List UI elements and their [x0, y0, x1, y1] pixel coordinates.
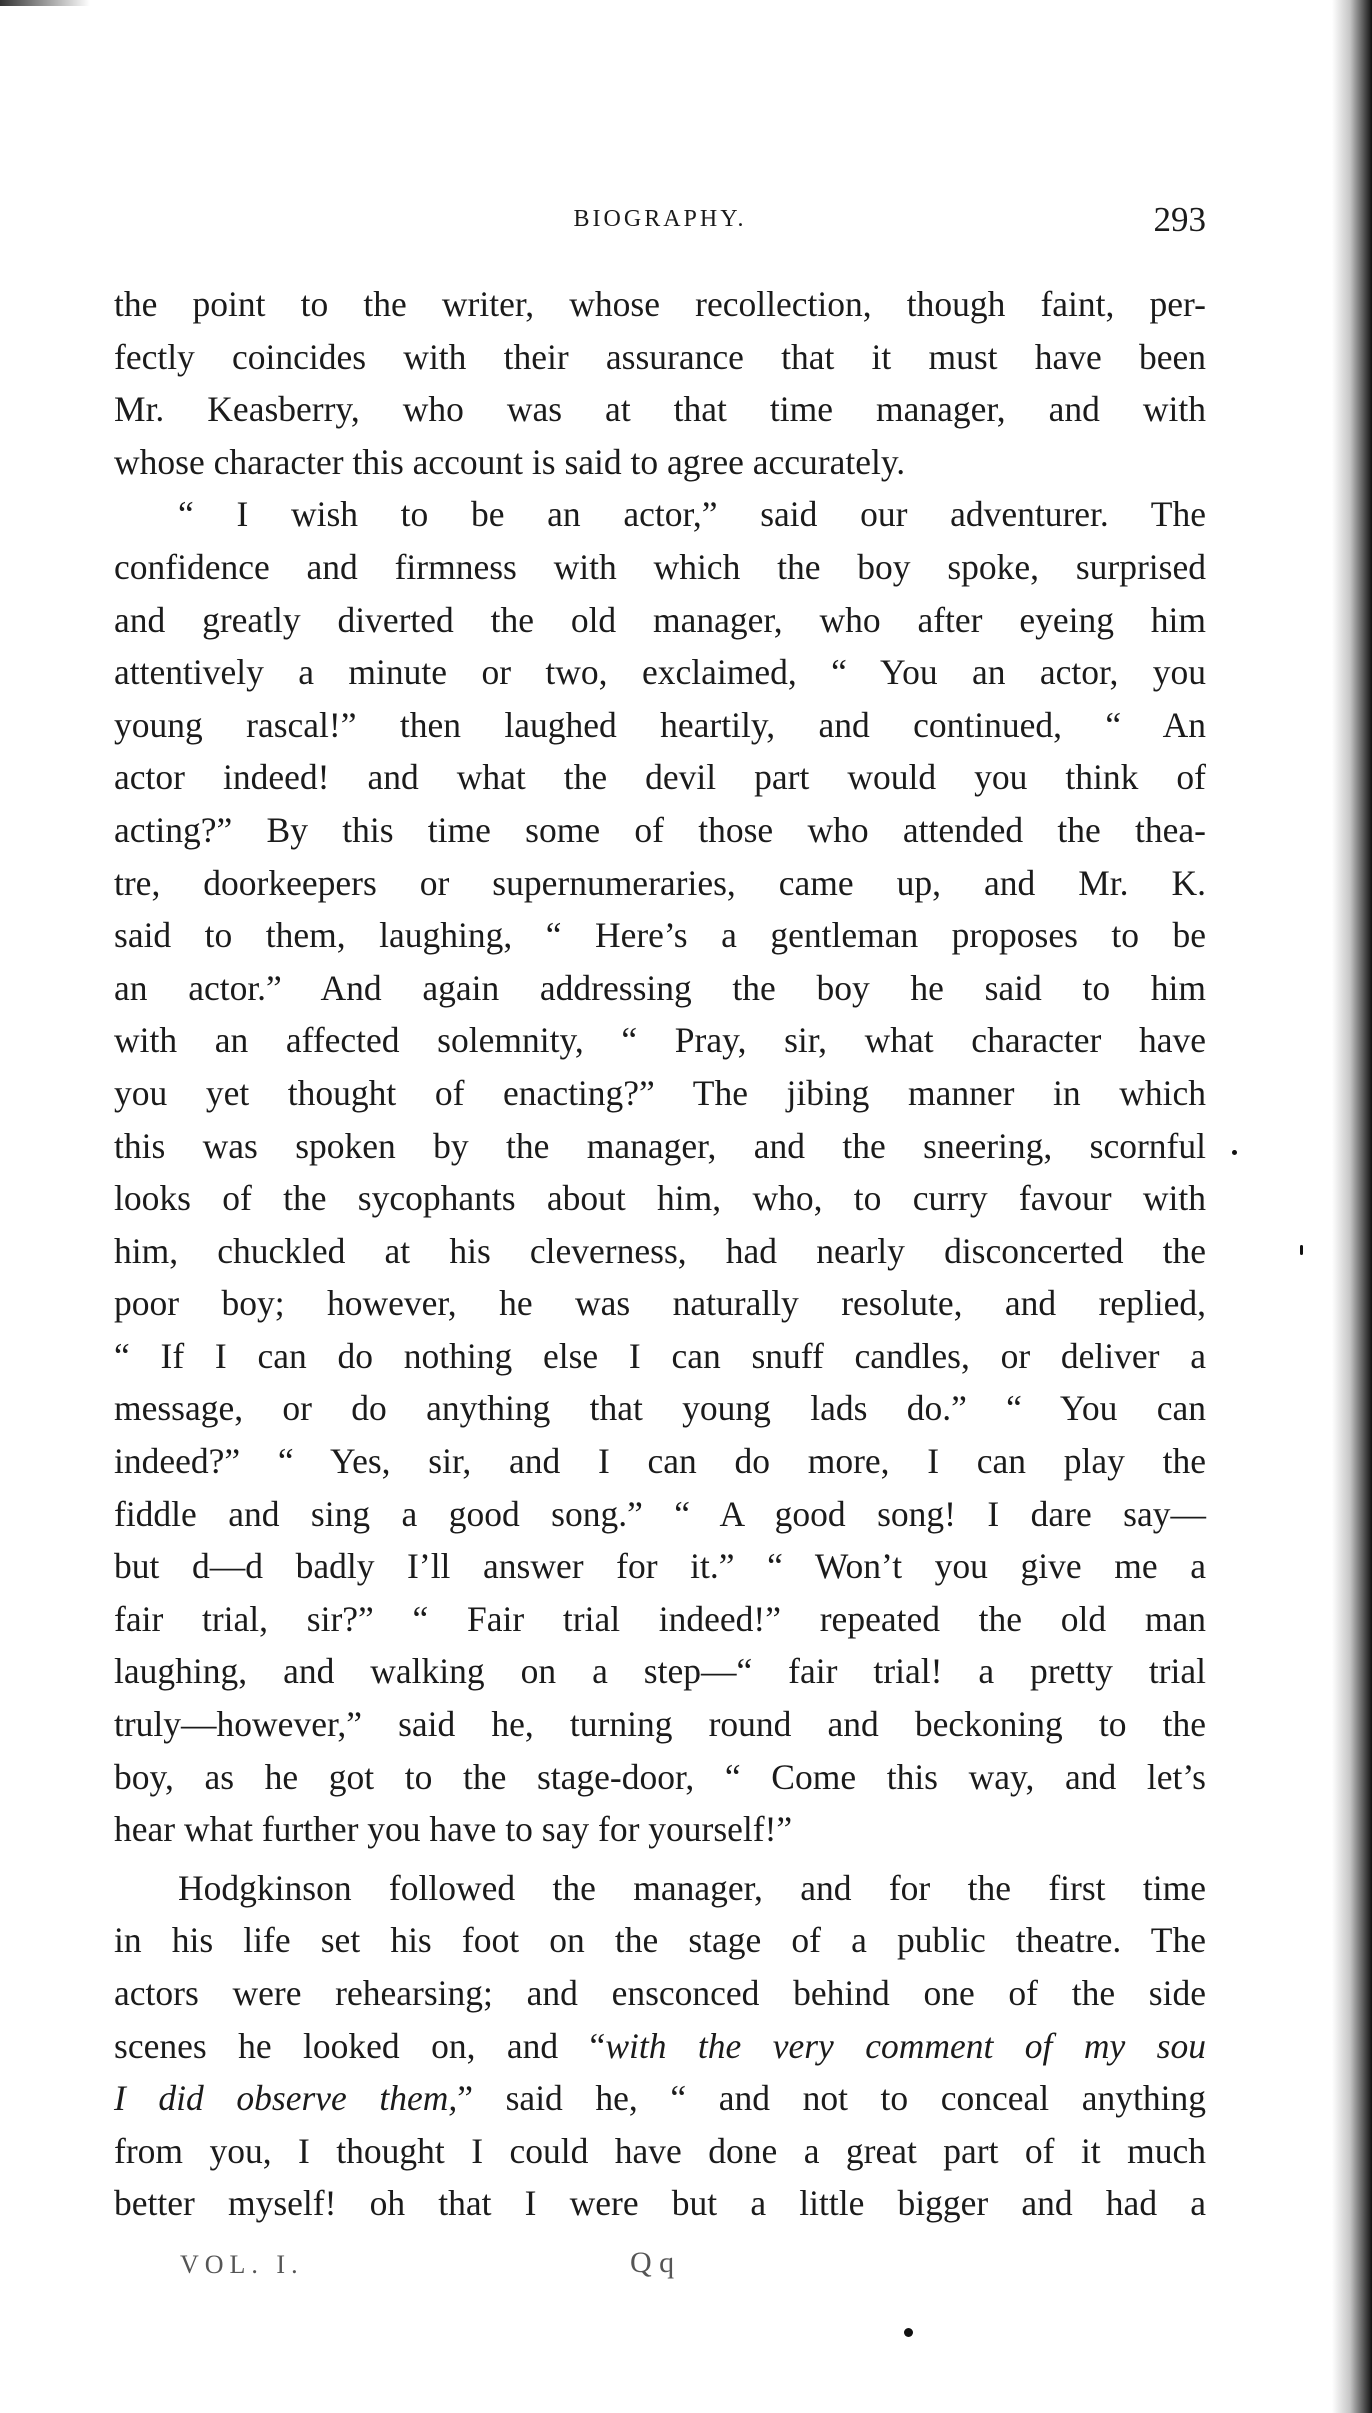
text-line: indeed?” “ Yes, sir, and I can do more, I can play the — [114, 1441, 1206, 1482]
text-line: laughing, and walking on a step—“ fair trial! a pretty trial — [114, 1651, 1206, 1692]
text-line: young rascal!” then laughed heartily, and continued, “ An — [114, 704, 1206, 745]
text-line: but d—d badly I’ll answer for it.” “ Won’t you give me a — [114, 1546, 1206, 1587]
text-line: truly—however,” said he, turning round and beckoning to the — [114, 1704, 1206, 1745]
text-line: with an affected solemnity, “ Pray, sir, what character have — [114, 1020, 1206, 1061]
text-line: Hodgkinson followed the manager, and for the first time — [178, 1867, 1206, 1908]
text-line: whose character this account is said to agree accurately. — [114, 441, 906, 482]
text-line: in his life set his foot on the stage of a public theatre. The — [114, 1920, 1206, 1961]
text-line: from you, I thought I could have done a great part of it much — [114, 2130, 1206, 2171]
text-line: him, chuckled at his cleverness, had nearly disconcerted the — [114, 1230, 1206, 1271]
ink-speck — [1232, 1150, 1237, 1155]
text-line: Mr. Keasberry, who was at that time manager, and with — [114, 389, 1206, 430]
text-line: fair trial, sir?” “ Fair trial indeed!” repeated the old man — [114, 1598, 1206, 1639]
signature-mark: VOL. I. — [180, 2250, 304, 2279]
text-line: poor boy; however, he was naturally resolute, and replied, — [114, 1283, 1206, 1324]
text-line: tre, doorkeepers or supernumeraries, came up, and Mr. K. — [114, 862, 1206, 903]
page-edge-shadow-top — [0, 0, 90, 6]
text-run: scenes he looked on, and “ — [114, 2025, 606, 2066]
text-line: acting?” By this time some of those who attended the thea- — [114, 809, 1206, 850]
text-line: better myself! oh that I were but a little bigger and had a — [114, 2183, 1206, 2224]
text-line: message, or do anything that young lads do.” “ You can — [114, 1388, 1206, 1429]
text-line: looks of the sycophants about him, who, to curry favour with — [114, 1178, 1206, 1219]
text-line: this was spoken by the manager, and the sneering, scornful — [114, 1125, 1206, 1166]
text-line: an actor.” And again addressing the boy he said to him — [114, 967, 1206, 1008]
page-number: 293 — [1153, 200, 1206, 239]
text-line — [114, 2020, 1206, 2073]
ink-speck — [904, 2328, 913, 2337]
text-line: fectly coincides with their assurance that it must have been — [114, 336, 1206, 377]
text-line: “ I wish to be an actor,” said our adventurer. The — [178, 494, 1206, 535]
page-edge-shadow-right — [1332, 0, 1372, 2413]
text-line: boy, as he got to the stage-door, “ Come this way, and let’s — [114, 1756, 1206, 1797]
text-line: actors were rehearsing; and ensconced behind one of the side — [114, 1973, 1206, 2013]
text-line: hear what further you have to say for yourself!” — [114, 1809, 793, 1850]
text-line — [114, 2072, 1206, 2125]
text-run: ” said he, “ and not to conceal anything — [457, 2078, 1206, 2119]
running-head — [114, 200, 1206, 250]
running-title: BIOGRAPHY. — [573, 206, 747, 232]
text-line: you yet thought of enacting?” The jibing manner in which — [114, 1072, 1206, 1113]
italic-quote: I did observe them, — [114, 2078, 458, 2119]
italic-quote: with the very comment of my sou — [605, 2025, 1206, 2066]
text-line: fiddle and sing a good song.” “ A good song! I dare say— — [114, 1493, 1206, 1534]
gathering-mark: Q q — [630, 2246, 675, 2279]
text-line: and greatly diverted the old manager, who after eyeing him — [114, 599, 1206, 640]
text-line: “ If I can do nothing else I can snuff candles, or deliver a — [114, 1335, 1206, 1376]
text-line: confidence and firmness with which the boy spoke, surprised — [114, 546, 1206, 587]
ink-speck — [1300, 1245, 1303, 1255]
body-text — [114, 278, 1206, 2230]
text-line: the point to the writer, whose recollection, though faint, per- — [114, 284, 1206, 324]
text-line: actor indeed! and what the devil part would you think of — [114, 757, 1206, 798]
text-line: attentively a minute or two, exclaimed, “ You an actor, you — [114, 652, 1206, 693]
text-line: said to them, laughing, “ Here’s a gentleman proposes to be — [114, 915, 1206, 956]
